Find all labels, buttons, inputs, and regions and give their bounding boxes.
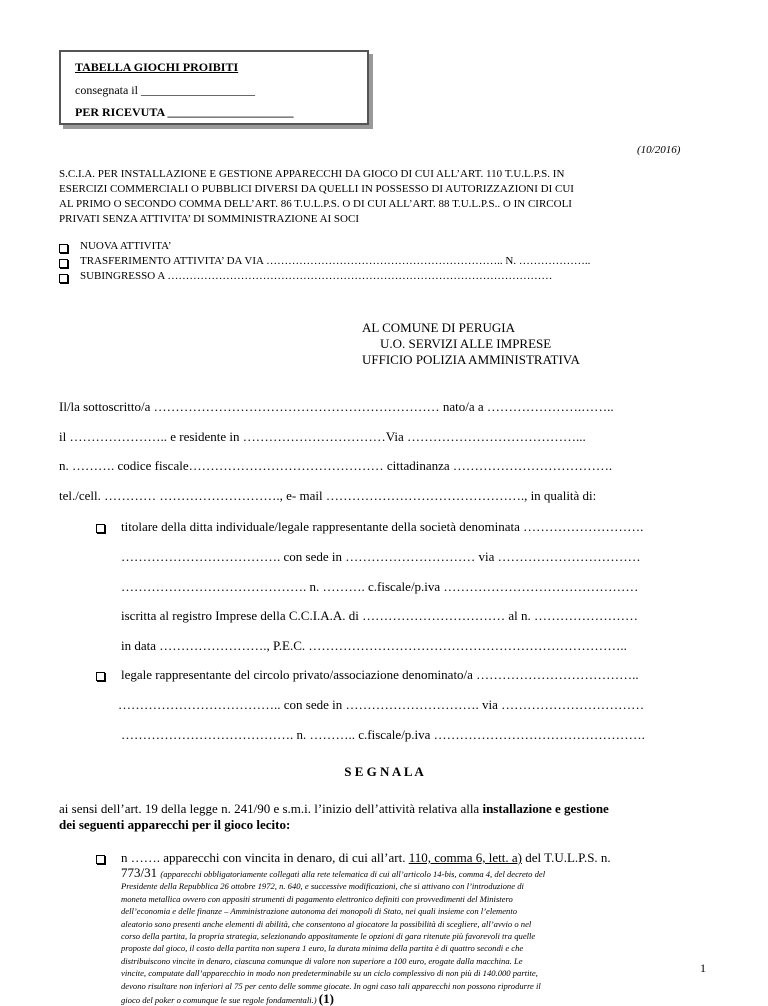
address-line-2: U.O. SERVIZI ALLE IMPRESE xyxy=(380,336,552,351)
heading-line-1: S.C.I.A. PER INSTALLAZIONE E GESTIONE APPARECCHI DA GIOCO DI CUI ALL’ART. 110 T.U.L.P.S. IN xyxy=(59,168,565,180)
intro-line-1 xyxy=(59,801,609,817)
item1-note-line-3: moneta metallica ovvero con appositi strumenti di pagamento elettronico definiti con provvedimenti del Ministero xyxy=(121,893,513,904)
address-line-1: AL COMUNE DI PERUGIA xyxy=(362,320,515,335)
item1-footnote-ref: (1) xyxy=(318,991,334,1006)
item1-line-1 xyxy=(121,850,611,866)
item1-note-line-7: proposte dal gioco, il costo della partita non supera 1 euro, la durata minima della partita è di quattro secondi e che xyxy=(121,943,524,954)
stamp-delivered-line: consegnata il ___________________ xyxy=(75,83,255,97)
company-owner-line-2: ………………………………. con sede in ………………………… via …………………………… xyxy=(121,549,641,564)
item1-text: n ……. apparecchi con vincita in denaro, di cui all’art. xyxy=(121,850,409,865)
intro-bold-1: installazione e gestione xyxy=(482,801,609,816)
item1-description xyxy=(121,866,711,1006)
item1-note-line-5: aleatorio sono presenti anche elementi di abilità, che consentono al giocatore la possibilità di scegliere, all’avvio o nel xyxy=(121,918,532,929)
heading-line-4: PRIVATI SENZA ATTIVITA’ DI SOMMINISTRAZIONE AI SOCI xyxy=(59,213,359,225)
company-owner-line-5: in data ……………………., P.E.C. ……………………………………………………………….. xyxy=(121,638,627,653)
item1-note-line-11: gioco del poker o comunque le sue regole fondamentali.) xyxy=(121,995,319,1006)
option-transfer: TRASFERIMENTO ATTIVITA’ DA VIA ……………………………………………………….. N. ……………….. xyxy=(80,255,591,267)
stamp-receipt-line: PER RICEVUTA _____________________ xyxy=(75,105,294,119)
address-line-3: UFFICIO POLIZIA AMMINISTRATIVA xyxy=(362,352,580,367)
field-tax-code: n. ………. codice fiscale……………………………………… cittadinanza ………………………………. xyxy=(59,458,613,473)
checkbox-item-110-6a[interactable] xyxy=(96,855,105,864)
company-owner-line-4: iscritta al registro Imprese della C.C.I.A.A. di …………………………… al n. …………………… xyxy=(121,608,639,623)
item1-note-line-1: (apparecchi obbligatoriamente collegati alla rete telematica di cui all’articolo 14-bis, comma 4, del decreto del xyxy=(160,869,546,879)
intro-text: ai sensi dell’art. 19 della legge n. 241/90 e s.m.i. l’inizio dell’attività relativa alla xyxy=(59,801,483,816)
option-checkbox-takeover[interactable] xyxy=(59,274,68,283)
option-checkbox-new[interactable] xyxy=(59,244,68,253)
checkbox-company-owner[interactable] xyxy=(96,524,105,533)
checkbox-club-representative[interactable] xyxy=(96,672,105,681)
option-checkbox-transfer[interactable] xyxy=(59,259,68,268)
item1-note-line-6: corso della partita, la propria strategia, selezionando appositamente le opzioni di gara ritenute più favorevoli tra quelle xyxy=(121,931,536,942)
heading-line-3: AL PRIMO O SECONDO COMMA DELL’ART. 86 T.U.L.P.S. O DI CUI ALL’ART. 88 T.U.L.P.S.. O IN CIRCOLI xyxy=(59,198,572,210)
item1-note-line-10: devono risultare non inferiori al 75 per cento delle somme giocate. In ogni caso tali apparecchi non possono riprodurre il xyxy=(121,980,541,991)
field-name-birthplace: Il/la sottoscritto/a ………………………………………………………… nato/a a ………………….…….. xyxy=(59,399,614,414)
stamp-title: TABELLA GIOCHI PROIBITI xyxy=(75,60,239,74)
segnala-heading: S E G N A L A xyxy=(344,764,424,779)
item1-law-number: 773/31 xyxy=(121,865,161,880)
item1-law-link[interactable]: 110, comma 6, lett. a) xyxy=(408,850,522,865)
item1-text-2: del T.U.L.P.S. n. xyxy=(521,850,611,865)
company-owner-line-3: ……………………………………. n. ………. c.fiscale/p.iva ……………………………………… xyxy=(121,579,639,594)
option-new-activity: NUOVA ATTIVITA’ xyxy=(80,240,172,252)
option-takeover: SUBINGRESSO A …………………………………………………………………………………………… xyxy=(80,270,553,282)
receipt-stamp-box xyxy=(59,50,369,125)
field-contacts: tel./cell. ………… ………………………., e- mail ………………………………………., in qualità di: xyxy=(59,488,597,503)
club-line-3: …………………………………. n. ……….. c.fiscale/p.iva …………………………………………. xyxy=(121,727,645,742)
item1-note-line-8: distribuiscono vincite in denaro, ciascuna comunque di valore non superiore a 100 euro, erogate dalla macchina. Le xyxy=(121,955,523,966)
heading-line-2: ESERCIZI COMMERCIALI O PUBBLICI DIVERSI DA QUELLI IN POSSESSO DI AUTORIZZAZIONI DI CUI xyxy=(59,183,574,195)
item1-note-line-4: dell’economia e delle finanze – Amministrazione autonoma dei monopoli di Stato, nei quali insieme con l’elemento xyxy=(121,906,518,917)
field-birthdate-residence: il ………………….. e residente in ……………………………Via …………………………………... xyxy=(59,429,586,444)
club-line-2: ……………………………….. con sede in …………………………. via …………………………… xyxy=(118,697,645,712)
club-line-1: legale rappresentante del circolo privato/associazione denominato/a ……………………………….. xyxy=(121,667,639,682)
form-version: (10/2016) xyxy=(637,144,681,156)
item1-note-line-2: Presidente della Repubblica 26 ottobre 1972, n. 640, e successive modificazioni, che si attivano con l’introduzione di xyxy=(121,881,524,892)
intro-line-2: dei seguenti apparecchi per il gioco lecito: xyxy=(59,817,291,832)
page-number: 1 xyxy=(700,961,706,975)
item1-note-line-9: vincite, computate dall’apparecchio in modo non predeterminabile su un ciclo complessivo di non più di 140.000 partite, xyxy=(121,968,538,979)
company-owner-line-1: titolare della ditta individuale/legale rappresentante della società denominata ………………………. xyxy=(121,519,644,534)
